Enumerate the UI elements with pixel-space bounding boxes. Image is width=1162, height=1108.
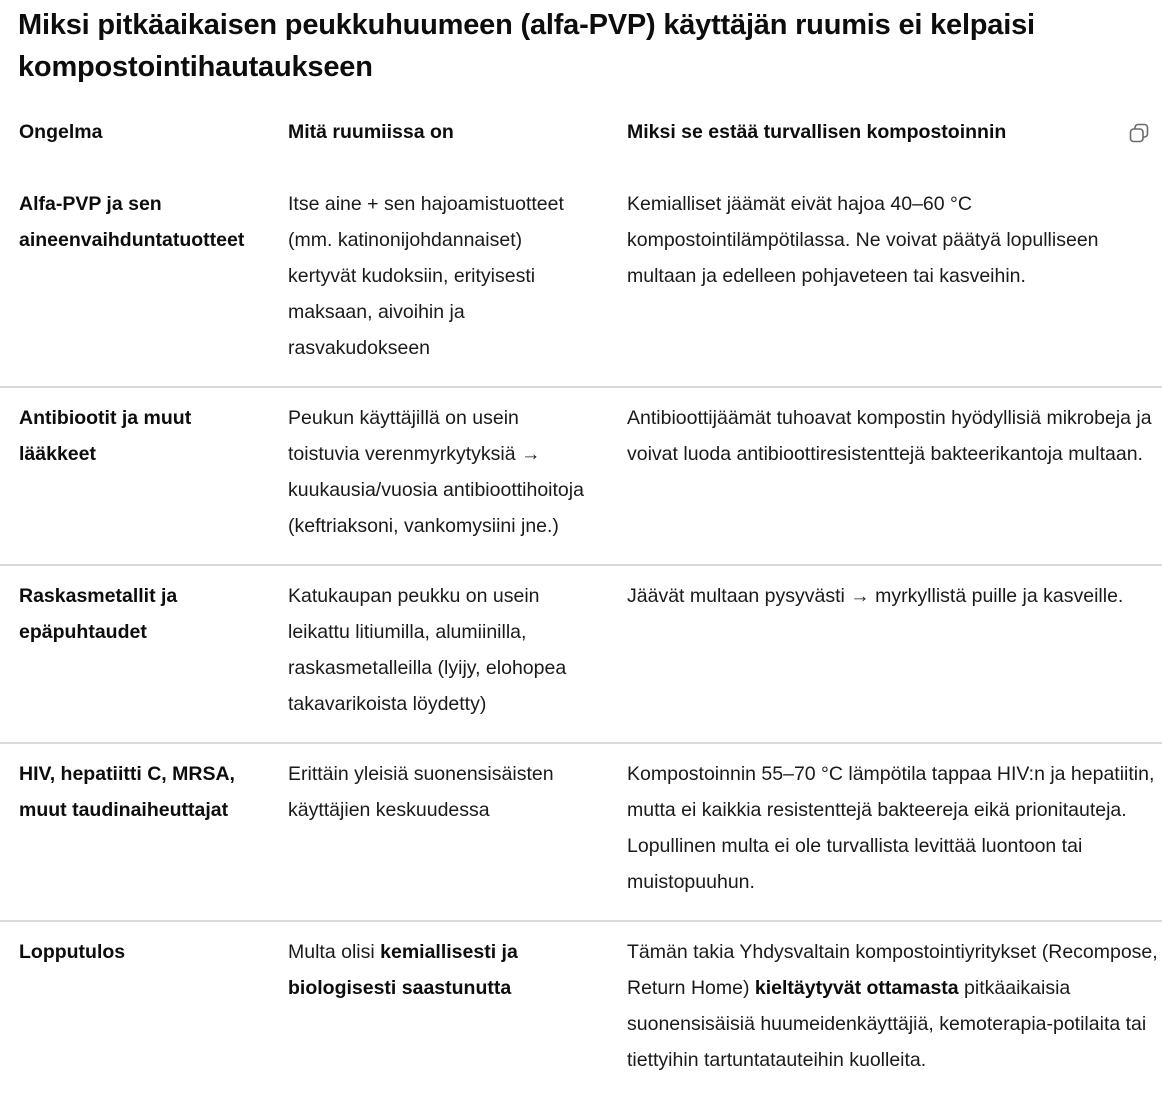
table-cell-reason: Antibioottijäämät tuhoavat kompostin hyödyllisiä mikrobeja ja voivat luoda antibioottiresistenttejä bakteerikantoja multaan. (627, 407, 1152, 465)
table-cell-content: Peukun käyttäjillä on usein toistuvia verenmyrkytyksiä → kuukausia/vuosia antibioottihoitoja (keftriaksoni, vankomysiini jne.) (288, 407, 584, 537)
table-header-row (0, 108, 1162, 174)
table-cell-content: Katukaupan peukku on usein leikattu litiumilla, alumiinilla, raskasmetalleilla (lyijy, elohopea takavarikoista löydetty) (288, 585, 567, 715)
content-emphasis: kemiallisesti ja biologisesti saastunutta (288, 941, 518, 999)
reason-text-end: pitkäaikaisia suonensisäisiä huumeidenkäyttäjiä, kemoterapia-potilaita tai tiettyihin tartuntatauteihin kuolleita. (627, 977, 1147, 1071)
table-cell-reason: Kompostoinnin 55–70 °C lämpötila tappaa HIV:n ja hepatiitin, mutta ei kaikkia resistenttejä bakteereja eikä prionitauteja. Lopullinen multa ei ole turvallista levittää luontoon tai muistopuuhun. (627, 763, 1155, 893)
table-row (0, 565, 1162, 743)
table-cell-reason: Kemialliset jäämät eivät hajoa 40–60 °C kompostointilämpötilassa. Ne voivat päätyä lopulliseen multaan ja edelleen pohjaveteen tai kasveihin. (627, 193, 1099, 287)
table-cell-issue: Raskasmetallit ja epäpuhtaudet (19, 585, 178, 643)
reason-emphasis: kieltäytyvät ottamasta (754, 977, 959, 999)
table-cell-reason (609, 921, 1162, 1098)
table-row (0, 174, 1162, 387)
table-cell-issue: Lopputulos (19, 941, 126, 963)
column-header-problem: Ongelma (19, 121, 103, 143)
table-cell-issue: Alfa-PVP ja sen aineenvaihduntatuotteet (19, 193, 245, 251)
table-row (0, 921, 1162, 1098)
table-row (0, 743, 1162, 921)
column-header-reason: Miksi se estää turvallisen kompostoinnin (627, 121, 1007, 143)
table-row (0, 387, 1162, 565)
content-text: Multa olisi (288, 941, 381, 963)
table-cell-content: Itse aine + sen hajoamistuotteet (mm. katinonijohdannaiset) kertyvät kudoksiin, erityisesti maksaan, aivoihin ja rasvakudokseen (288, 193, 564, 359)
page-title: Miksi pitkäaikaisen peukkuhuumeen (alfa-PVP) käyttäjän ruumis ei kelpaisi kompostointihautaukseen (18, 9, 1035, 83)
column-header-body-content: Mitä ruumiissa on (288, 121, 454, 143)
table-cell-content (270, 921, 609, 1098)
table-cell-issue: HIV, hepatiitti C, MRSA, muut taudinaiheuttajat (19, 763, 235, 821)
data-table-container (0, 108, 1162, 1098)
table-cell-reason: Jäävät multaan pysyvästi → myrkyllistä puille ja kasveille. (627, 585, 1124, 607)
data-table (0, 108, 1162, 1098)
table-cell-issue: Antibiootit ja muut lääkkeet (19, 407, 192, 465)
reason-text: Tämän takia Yhdysvaltain kompostointiyritykset (Recompose, Return Home) (627, 941, 1158, 999)
table-cell-content: Erittäin yleisiä suonensisäisten käyttäjien keskuudessa (288, 763, 554, 821)
